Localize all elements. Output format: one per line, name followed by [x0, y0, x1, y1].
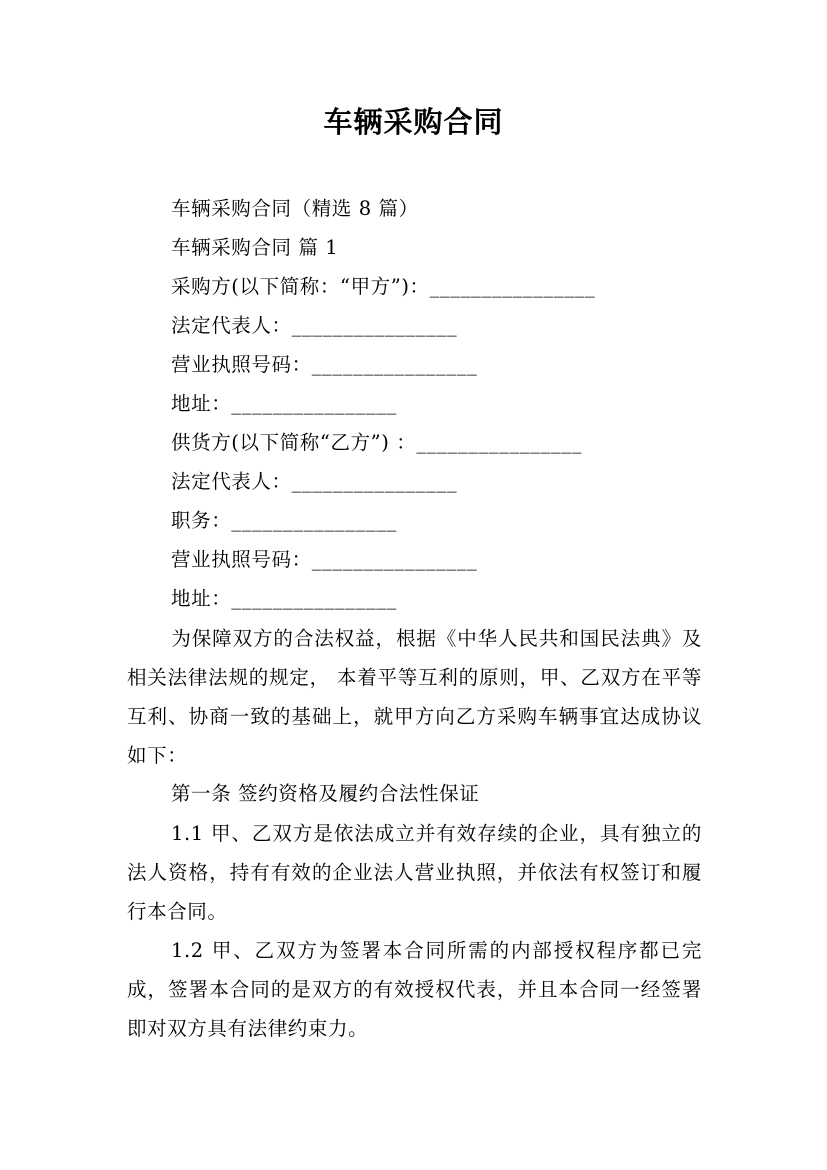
article-1-heading: 第一条 签约资格及履约合法性保证	[171, 782, 480, 805]
supplier-position-field: 职务：________________	[171, 509, 397, 532]
supplier-license-field: 营业执照号码：________________	[171, 548, 478, 571]
supplier-address-field: 地址：________________	[171, 587, 397, 610]
supplier-legal-rep-field: 法定代表人：________________	[171, 470, 458, 493]
buyer-legal-rep-field: 法定代表人：________________	[171, 314, 458, 337]
subtitle-line: 车辆采购合同（精选 8 篇）	[171, 197, 419, 220]
supplier-field: 供货方(以下简称“乙方”) ：________________	[171, 431, 582, 454]
clause-1-1-text: 1.1 甲、乙双方是依法成立并有效存续的企业，具有独立的法人资格，持有有效的企业法人营业执照，并依法有权签订和履行本合同。	[127, 822, 702, 923]
preamble-text: 为保障双方的合法权益，根据《中华人民共和国民法典》及相关法律法规的规定， 本着平等互利的原则，甲、乙双方在平等互利、协商一致的基础上，就甲方向乙方采购车辆事宜达成协议如下：	[127, 627, 702, 767]
section-heading: 车辆采购合同 篇 1	[171, 236, 339, 259]
buyer-address-field: 地址：________________	[171, 392, 397, 415]
clause-1-2-paragraph	[127, 931, 702, 1048]
buyer-license-field: 营业执照号码：________________	[171, 353, 478, 376]
document-title: 车辆采购合同	[323, 105, 504, 139]
clause-1-1-paragraph	[127, 814, 702, 931]
clause-1-2-text: 1.2 甲、乙双方为签署本合同所需的内部授权程序都已完成，签署本合同的是双方的有效授权代表，并且本合同一经签署即对双方具有法律约束力。	[127, 939, 702, 1040]
preamble-paragraph	[127, 619, 702, 775]
buyer-field: 采购方(以下简称：“甲方”)：________________	[171, 275, 596, 298]
